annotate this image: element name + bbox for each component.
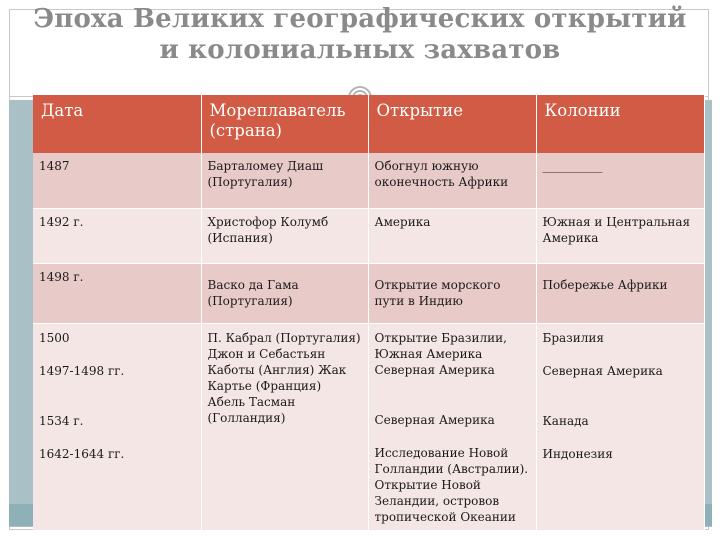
table-header-row: [33, 95, 704, 153]
table-row: [33, 208, 704, 263]
cell-navigators-group: П. Кабрал (Португалия) Джон и Себастьян Каботы (Англия) Жак Картье (Франция) Абель Тасман (Голландия): [201, 323, 368, 530]
table-row: [33, 323, 704, 530]
cell-discovery: Обогнул южную оконечность Африки: [368, 153, 536, 208]
cell-colonies: Южная и Центральная Америка: [536, 208, 704, 263]
discovery-north-america-1: Северная Америка: [374, 362, 495, 377]
cell-colonies: __________: [536, 153, 704, 208]
header-colonies: Колонии: [536, 95, 704, 153]
cell-date: 1487: [33, 153, 201, 208]
cell-colonies-group: [536, 323, 704, 530]
discovery-australia: Исследование Новой Голландии (Австралии). Открытие Новой Зеландии, островов тропической Океании: [374, 445, 529, 524]
cell-date: 1492 г.: [33, 208, 201, 263]
cell-colonies: Побережье Африки: [536, 263, 704, 323]
table-row: [33, 263, 704, 323]
cell-navigator: Барталомеу Диаш (Португалия): [201, 153, 368, 208]
header-discovery: Открытие: [368, 95, 536, 153]
cell-dates-group: [33, 323, 201, 530]
header-navigator: Мореплаватель (страна): [201, 95, 368, 153]
date-1534: 1534 г.: [39, 413, 84, 428]
colony-indonesia: Индонезия: [542, 446, 613, 461]
header-date: Дата: [33, 95, 201, 153]
cell-navigator: Христофор Колумб (Испания): [201, 208, 368, 263]
discoveries-table: [33, 95, 704, 531]
title-line-2: и колониальных захватов: [159, 35, 561, 65]
cell-discovery: Америка: [368, 208, 536, 263]
colony-brazil: Бразилия: [542, 330, 604, 345]
cell-discovery: Открытие морского пути в Индию: [368, 263, 536, 323]
discovery-brazil: Открытие Бразилии, Южная Америка: [374, 330, 507, 361]
date-1642: 1642-1644 гг.: [39, 446, 125, 461]
date-1497: 1497-1498 гг.: [39, 363, 125, 378]
table-row: [33, 153, 704, 208]
slide-title: [0, 4, 720, 66]
date-1500: 1500: [39, 330, 70, 345]
cell-date: 1498 г.: [33, 263, 201, 323]
cell-navigator: Васко да Гама (Португалия): [201, 263, 368, 323]
colony-canada: Канада: [542, 413, 589, 428]
cell-discoveries-group: [368, 323, 536, 530]
title-line-1: Эпоха Великих географических открытий: [33, 4, 687, 34]
colony-north-america: Северная Америка: [542, 363, 663, 378]
discovery-north-america-2: Северная Америка: [374, 412, 495, 427]
